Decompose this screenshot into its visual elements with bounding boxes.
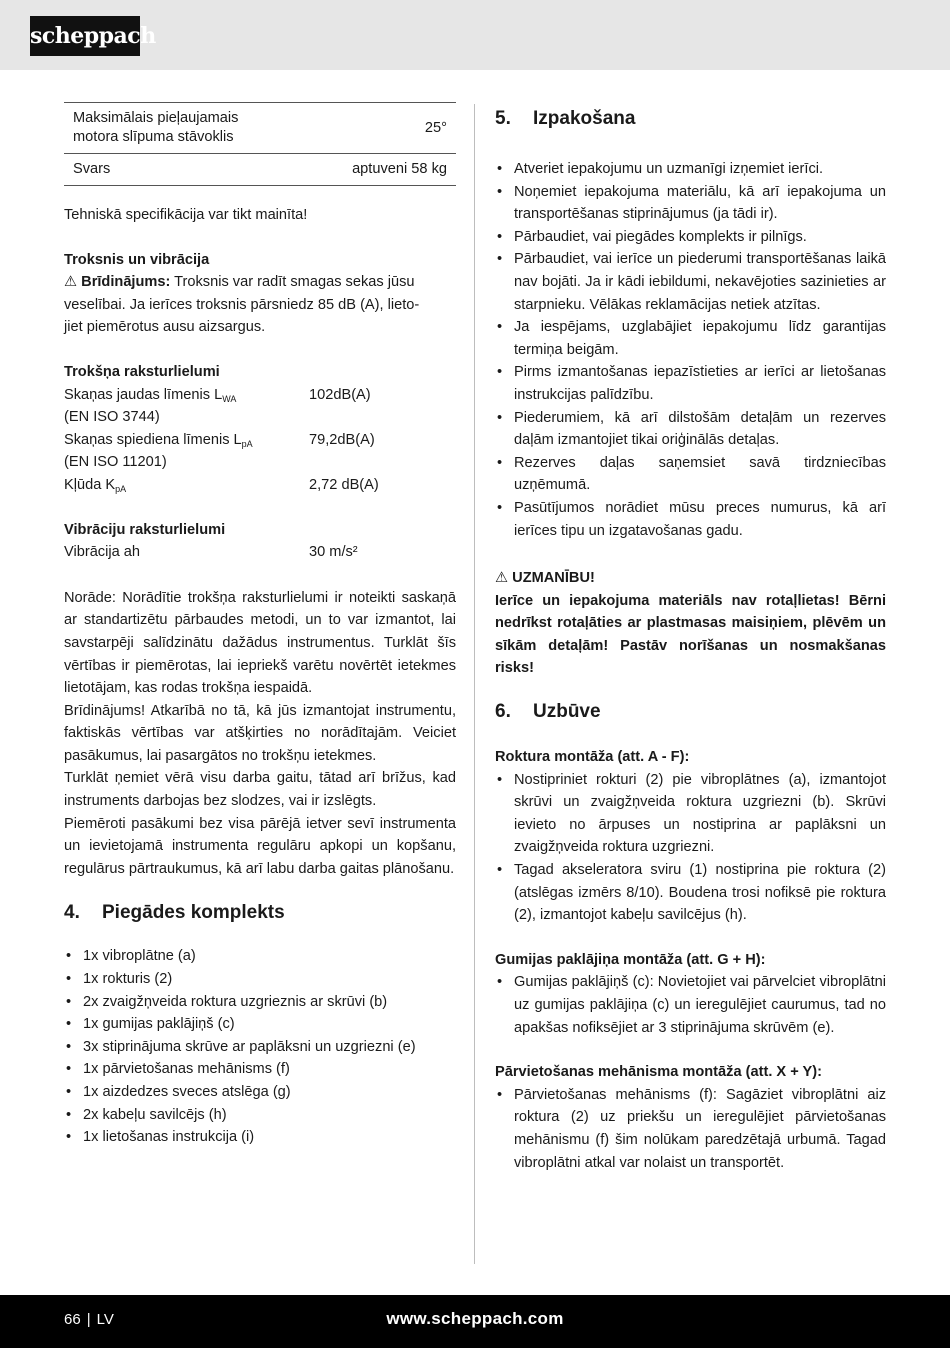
warning-icon: ⚠ [64, 274, 78, 291]
page-number: 66 | LV [64, 1311, 114, 1328]
list-item: • Pasūtījumos norādiet mūsu preces numurus, kā arī ierīces tipu un izgatavošanas gadu. [495, 497, 886, 542]
noise-heading: Troksnis un vibrācija [64, 251, 210, 268]
warning-label: Brīdinājums: [81, 274, 171, 291]
list-item: • 2x zvaigžņveida roktura uzgrieznis ar skrūvi (b) [64, 991, 456, 1014]
note-paragraph: Norāde: Norādītie trokšņa raksturlielumi ir noteikti saskaņā ar standartizētu pārbaudes metodi, un to var izmantot, lai savstarpēji salīdzinātu dažādus instrumentus. Turklāt šīs vērtības ir piemērotas, lai iepriekš varētu novērtēt ietekmes lietotājam, kas rodas trokšņa iespaidā. [64, 589, 456, 697]
page-header [0, 0, 950, 70]
column-divider [474, 104, 475, 1264]
list-item: • 3x stiprinājuma skrūve ar paplāksni un uzgriezni (e) [64, 1036, 456, 1059]
subsection-heading: Roktura montāža (att. A - F): [495, 749, 690, 766]
caution-title: ⚠ UZMANĪBU! [495, 567, 886, 590]
noise-value-row: Kļūda $K_{pA}$ 2,72 dB(A) [64, 474, 456, 497]
note-paragraph: Turklāt ņemiet vērā visu darba gaitu, tātad arī brīžus, kad instruments darbojas bez slodzes, vai ir izslēgts. [64, 770, 456, 810]
noise-value-row: Skaņas jaudas līmenis $L_{WA}$ 102dB(A) [64, 384, 456, 407]
noise-warning: ⚠ Brīdinājums: Troksnis var radīt smagas sekas jūsu veselībai. Ja ierīces troksnis pārsniedz 85 dB (A), lieto- jiet piemērotus ausu aizsargus. [64, 271, 456, 339]
section-heading-4: 4. Piegādes komplekts [64, 902, 285, 924]
left-column [64, 102, 456, 1149]
spec-note: Tehniskā specifikācija var tikt mainīta! [64, 207, 308, 223]
list-item: • 1x rokturis (2) [64, 968, 456, 991]
list-item: • Atveriet iepakojumu un uzmanīgi izņemiet ierīci. [495, 158, 886, 181]
list-item: • Noņemiet iepakojuma materiālu, kā arī iepakojuma un transportēšanas stiprinājumus (ja tādi ir). [495, 181, 886, 226]
noise-value: 102dB(A) [309, 386, 371, 403]
noise-value-row: Skaņas spiediena līmenis $L_{pA}$ 79,2dB(A) [64, 429, 456, 452]
caution-text: Ierīce un iepakojuma materiāls nav rotaļlietas! Bērni nedrīkst rotaļāties ar plastmasas maisiņiem, plēvēm un sīkām detaļām! Pastāv norīšanas un nosmakšanas risks! [495, 592, 886, 677]
section-heading-6: 6. Uzbūve [495, 701, 601, 723]
spec-value: 25° [310, 103, 456, 154]
noise-notes [64, 587, 456, 881]
list-item: • Pārbaudiet, vai ierīce un piederumi transportēšanas laikā nav bojāti. Ja ir kādi iebildumi, nekavējoties sazinieties ar starpnieku. Vēlākas reklamācijas netiek atzītas. [495, 248, 886, 316]
unpacking-list [495, 158, 886, 542]
noise-value: 79,2dB(A) [309, 431, 375, 448]
assembly-list [495, 971, 886, 1039]
list-item: • Pirms izmantošanas iepazīstieties ar ierīci ar lietošanas instrukcijas palīdzību. [495, 361, 886, 406]
note-paragraph: Piemēroti pasākumi bez visa pārējā ietver sevī instrumenta un ievietojamā instrumenta regulāru apkopi un kopšanu, regulārus pārtraukumus, kā arī labu darba gaitas plānošanu. [64, 815, 456, 877]
noise-standard: (EN ISO 3744) [64, 409, 160, 426]
list-item: • Tagad akseleratora sviru (1) nostiprina pie roktura (2) (atslēgas izmērs 8/10). Boudena trosi nofiksē pie roktura (2), izmantojot kabeļu savilcējus (h). [495, 859, 886, 927]
noise-value: 2,72 dB(A) [309, 476, 379, 493]
table-row [64, 103, 456, 154]
list-item: • Nostipriniet rokturi (2) pie vibroplātnes (a), izmantojot skrūvi un zvaigžņveida roktura uzgriezni (b). Skrūvi ievieto no ārpuses un nostiprina ar paplāksni un zvaigžņveida roktura uzgriezni. [495, 769, 886, 859]
list-item: • 1x vibroplātne (a) [64, 945, 456, 968]
subsection-heading: Pārvietošanas mehānisma montāža (att. X + Y): [495, 1064, 822, 1081]
list-item: • Rezerves daļas saņemsiet savā tirdzniecības uzņēmumā. [495, 452, 886, 497]
spec-value: aptuveni 58 kg [310, 154, 456, 186]
website-link[interactable]: www.scheppach.com [386, 1309, 564, 1328]
list-item: • 1x lietošanas instrukcija (i) [64, 1126, 456, 1149]
list-item: • Ja iespējams, uzglabājiet iepakojumu līdz garantijas termiņa beigām. [495, 316, 886, 361]
scheppach-logo: scheppach [30, 16, 140, 56]
vibration-row: Vibrācija ah 30 m/s² [64, 541, 456, 564]
note-paragraph: Brīdinājums! Atkarībā no tā, kā jūs izmantojat instrumentu, faktiskās vērtības var atšķirties no norādītajām. Veiciet pasākumus, lai pasargātos no trokšņu ietekmes. [64, 702, 456, 764]
list-item: • 1x gumijas paklājiņš (c) [64, 1013, 456, 1036]
right-column [495, 102, 886, 1174]
assembly-list [495, 769, 886, 927]
list-item: • 1x pārvietošanas mehānisms (f) [64, 1058, 456, 1081]
spec-label: Maksimālais pieļaujamais motora slīpuma stāvoklis [64, 103, 310, 154]
list-item: • 2x kabeļu savilcējs (h) [64, 1104, 456, 1127]
list-item: • Piederumiem, kā arī dilstošām detaļām un rezerves daļām izmantojiet tikai oriģinālās detaļas. [495, 407, 886, 452]
delivery-list [64, 945, 456, 1148]
list-item: • Gumijas paklājiņš (c): Novietojiet vai pārvelciet vibroplātni uz gumijas paklājiņa (c) un ieregulējiet caurumus, tad no apakšas nofiksējiet ar 3 stiprinājuma skrūvēm (e). [495, 971, 886, 1039]
spec-label: Svars [64, 154, 310, 186]
page-footer [0, 1295, 950, 1348]
table-row [64, 154, 456, 186]
subsection-heading: Gumijas paklājiņa montāža (att. G + H): [495, 951, 766, 968]
warning-icon: ⚠ [495, 570, 509, 587]
list-item: • 1x aizdedzes sveces atslēga (g) [64, 1081, 456, 1104]
vibration-value: 30 m/s² [309, 544, 358, 561]
caution-block [495, 567, 886, 680]
noise-values-heading: Trokšņa raksturlielumi [64, 363, 220, 380]
list-item: • Pārbaudiet, vai piegādes komplekts ir pilnīgs. [495, 226, 886, 249]
section-heading-5: 5. Izpakošana [495, 108, 636, 129]
spec-table [64, 102, 456, 186]
assembly-list [495, 1084, 886, 1174]
list-item: • Pārvietošanas mehānisms (f): Sagāziet vibroplātni aiz roktura (2) uz priekšu un ieregulējiet pārvietošanas mehānismu (f) šim nolūkam paredzētajā urbumā. Tagad vibroplātni atkal var nolaist un transportēt. [495, 1084, 886, 1174]
vibration-heading: Vibrāciju raksturlielumi [64, 521, 226, 538]
noise-standard: (EN ISO 11201) [64, 454, 167, 471]
